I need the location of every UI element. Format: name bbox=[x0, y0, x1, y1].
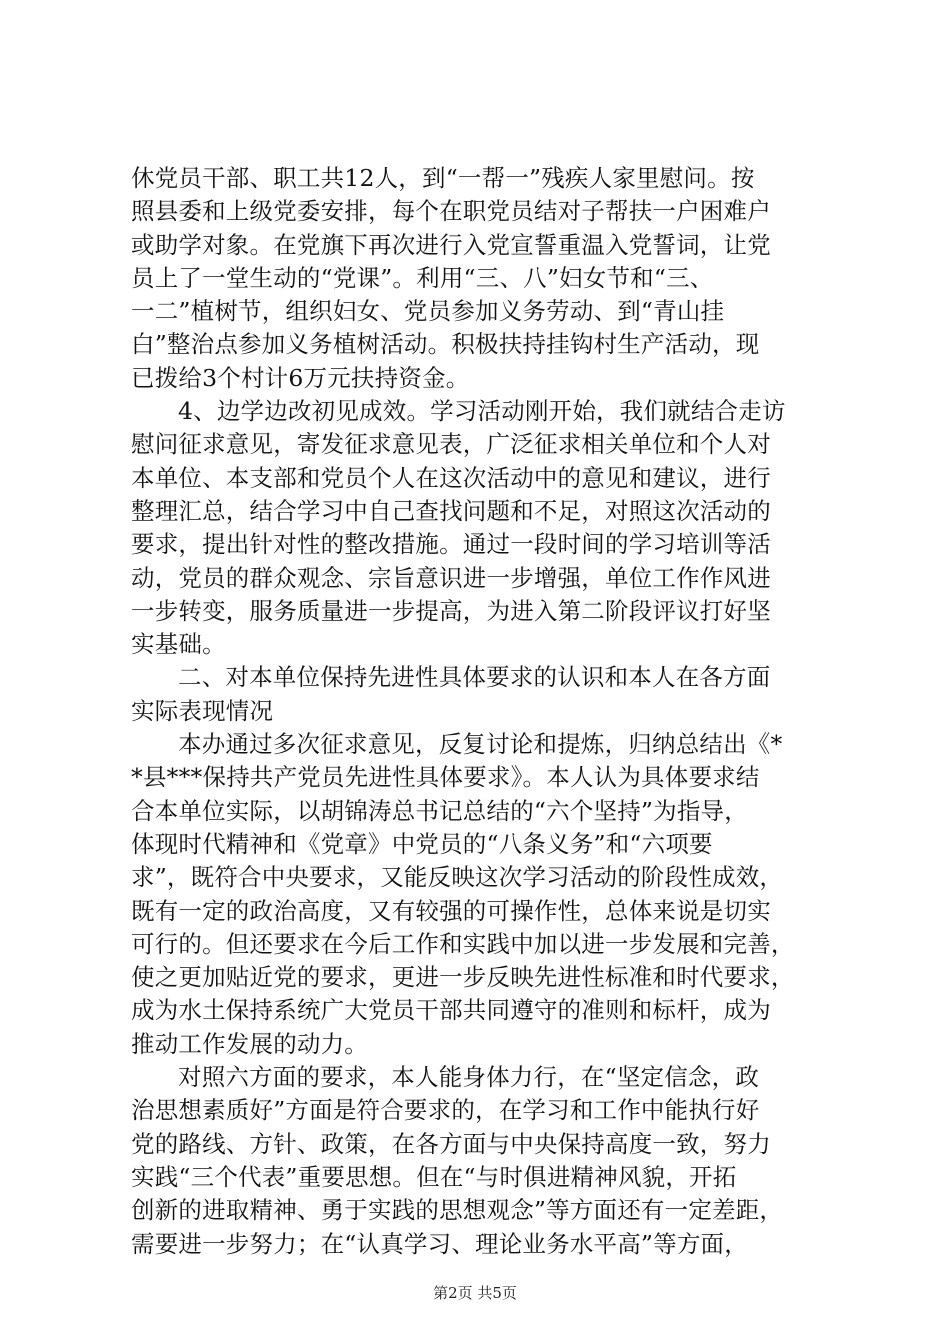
text-line: 创新的进取精神、勇于实践的思想观念”等方面还有一定差距， bbox=[131, 1196, 784, 1225]
text-line: 或助学对象。在党旗下再次进行入党宣誓重温入党誓词，让党 bbox=[131, 230, 771, 259]
text-line: 一二”植树节，组织妇女、党员参加义务劳动、到“青山挂 bbox=[131, 297, 725, 326]
page-number-footer: 第2页 共5页 bbox=[433, 1284, 517, 1302]
text-line: 照县委和上级党委安排，每个在职党员结对子帮扶一户困难户 bbox=[131, 197, 771, 226]
section-heading-line: 二、对本单位保持先进性具体要求的认识和本人在各方面 bbox=[178, 663, 771, 692]
text-line: 实践“三个代表”重要思想。但在“与时俱进精神风貌，开拓 bbox=[131, 1162, 737, 1191]
text-line: 推动工作发展的动力。 bbox=[131, 1029, 368, 1058]
section-heading-line: 实际表现情况 bbox=[131, 696, 274, 725]
text-line: 休党员干部、职工共12人，到“一帮一”残疾人家里慰问。按 bbox=[131, 164, 755, 192]
text-line: 动，党员的群众观念、宗旨意识进一步增强，单位工作作风进 bbox=[131, 563, 771, 592]
text-line: 治思想素质好”方面是符合要求的，在学习和工作中能执行好 bbox=[131, 1096, 760, 1125]
text-line: 一步转变，服务质量进一步提高，为进入第二阶段评议打好坚 bbox=[131, 596, 771, 625]
text-line: 党的路线、方针、政策，在各方面与中央保持高度一致，努力 bbox=[131, 1129, 771, 1158]
text-line: *县***保持共产党员先进性具体要求》。本人认为具体要求结 bbox=[131, 763, 760, 792]
text-line: 慰问征求意见，寄发征求意见表，广泛征求相关单位和个人对 bbox=[131, 430, 771, 459]
text-line: 既有一定的政治高度，又有较强的可操作性，总体来说是切实 bbox=[131, 896, 771, 925]
text-line: 需要进一步努力；在“认真学习、理论业务水平高”等方面， bbox=[131, 1229, 748, 1258]
text-line: 已拨给3个村计6万元扶持资金。 bbox=[131, 363, 470, 392]
text-line: 使之更加贴近党的要求，更进一步反映先进性标准和时代要求， bbox=[131, 963, 795, 992]
paragraph-start-line: 对照六方面的要求，本人能身体力行，在“坚定信念，政 bbox=[178, 1063, 760, 1092]
paragraph-start-line: 本办通过多次征求意见，反复讨论和提炼，归纳总结出《* bbox=[178, 730, 783, 759]
text-line: 合本单位实际，以胡锦涛总书记总结的“六个坚持”为指导， bbox=[131, 796, 748, 825]
text-line: 可行的。但还要求在今后工作和实践中加以进一步发展和完善， bbox=[131, 929, 795, 958]
text-line: 本单位、本支部和党员个人在这次活动中的意见和建议，进行 bbox=[131, 463, 771, 492]
text-line: 成为水土保持系统广大党员干部共同遵守的准则和标杆，成为 bbox=[131, 996, 771, 1025]
text-line: 要求，提出针对性的整改措施。通过一段时间的学习培训等活 bbox=[131, 530, 771, 559]
text-line: 实基础。 bbox=[131, 630, 226, 659]
text-line: 求”，既符合中央要求，又能反映这次学习活动的阶段性成效， bbox=[131, 863, 784, 892]
document-body bbox=[131, 162, 831, 1261]
paragraph-start-line: 4、边学边改初见成效。学习活动刚开始，我们就结合走访 bbox=[178, 397, 786, 426]
text-line: 白”整治点参加义务植树活动。积极扶持挂钩村生产活动，现 bbox=[131, 330, 760, 359]
text-line: 整理汇总，结合学习中自己查找问题和不足，对照这次活动的 bbox=[131, 496, 771, 525]
text-line: 体现时代精神和《党章》中党员的“八条义务”和“六项要 bbox=[131, 829, 713, 858]
text-line: 员上了一堂生动的“党课”。利用“三、八”妇女节和“三、 bbox=[131, 263, 714, 292]
